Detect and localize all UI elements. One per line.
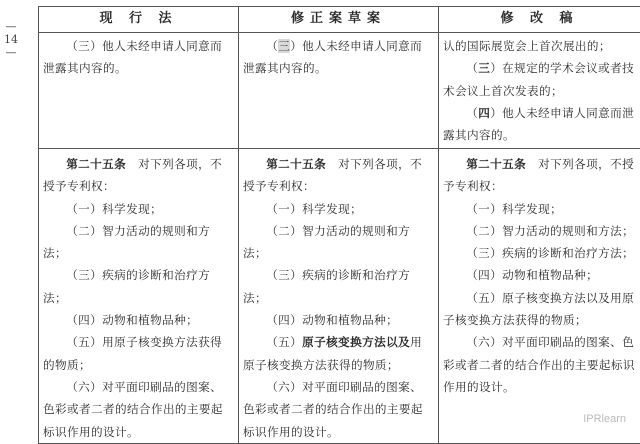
list-item: （二）智力活动的规则和方法； — [43, 220, 234, 265]
cell-current-law — [39, 149, 239, 444]
article-heading: 第二十五条 对下列各项，不授予专利权： — [243, 153, 434, 198]
clause-text: （三）他人未经申请人同意而泄露其内容的。 — [43, 35, 234, 80]
watermark: IPRlearn — [583, 413, 626, 425]
cell-revised-draft — [439, 33, 640, 149]
list-item: （六）对平面印刷品的图案、色彩或者二者的结合作出的主要起标识作用的设计。 — [443, 331, 636, 398]
list-item: （四）动物和植物品种； — [43, 309, 234, 331]
list-item: （二）智力活动的规则和方法； — [243, 220, 434, 265]
header-draft-amendment: 修正案草案 — [239, 7, 439, 33]
list-item: （一）科学发现； — [243, 198, 434, 220]
clause-text: （三）他人未经申请人同意而泄露其内容的。 — [243, 35, 434, 80]
list-item: （三）疾病的诊断和治疗方法； — [243, 264, 434, 309]
bold-amendment: 原子核变换方法以及 — [302, 335, 410, 349]
list-item: （一）科学发现； — [43, 198, 234, 220]
highlighted-number: 三 — [278, 39, 290, 53]
list-item: （五）原子核变换方法以及用原子核变换方法获得的物质； — [243, 331, 434, 376]
clause-text: （四）他人未经申请人同意而泄露其内容的。 — [443, 102, 636, 147]
comparison-table — [38, 6, 640, 444]
bold-number: 四 — [478, 106, 490, 120]
list-item: （五）原子核变换方法以及用原子核变换方法获得的物质； — [443, 287, 636, 332]
list-item: （四）动物和植物品种； — [443, 264, 636, 286]
article-heading: 第二十五条 对下列各项，不授予专利权： — [443, 153, 636, 198]
list-item: （三）疾病的诊断和治疗方法； — [443, 242, 636, 264]
header-current-law: 现 行 法 — [39, 7, 239, 33]
list-item: （六）对平面印刷品的图案、色彩或者二者的结合作出的主要起标识作用的设计。 — [243, 376, 434, 443]
list-item: （四）动物和植物品种； — [243, 309, 434, 331]
list-item: （一）科学发现； — [443, 198, 636, 220]
page-number: — 14 — — [3, 20, 19, 59]
clause-text: 认的国际展览会上首次展出的； — [443, 35, 636, 57]
table-row — [39, 33, 640, 149]
list-item: （六）对平面印刷品的图案、色彩或者二者的结合作出的主要起标识作用的设计。 — [43, 376, 234, 443]
list-item: （二）智力活动的规则和方法； — [443, 220, 636, 242]
table-row — [39, 149, 640, 444]
bold-number: 三 — [478, 61, 490, 75]
cell-revised-draft — [439, 149, 640, 444]
clause-text: （三）在规定的学术会议或者技术会议上首次发表的； — [443, 57, 636, 102]
list-item: （三）疾病的诊断和治疗方法； — [43, 264, 234, 309]
header-revised-draft: 修 改 稿 — [439, 7, 640, 33]
list-item: （五）用原子核变换方法获得的物质； — [43, 331, 234, 376]
cell-draft-amendment — [239, 33, 439, 149]
cell-current-law — [39, 33, 239, 149]
table-header-row — [39, 7, 640, 33]
article-heading: 第二十五条 对下列各项，不授予专利权： — [43, 153, 234, 198]
cell-draft-amendment — [239, 149, 439, 444]
